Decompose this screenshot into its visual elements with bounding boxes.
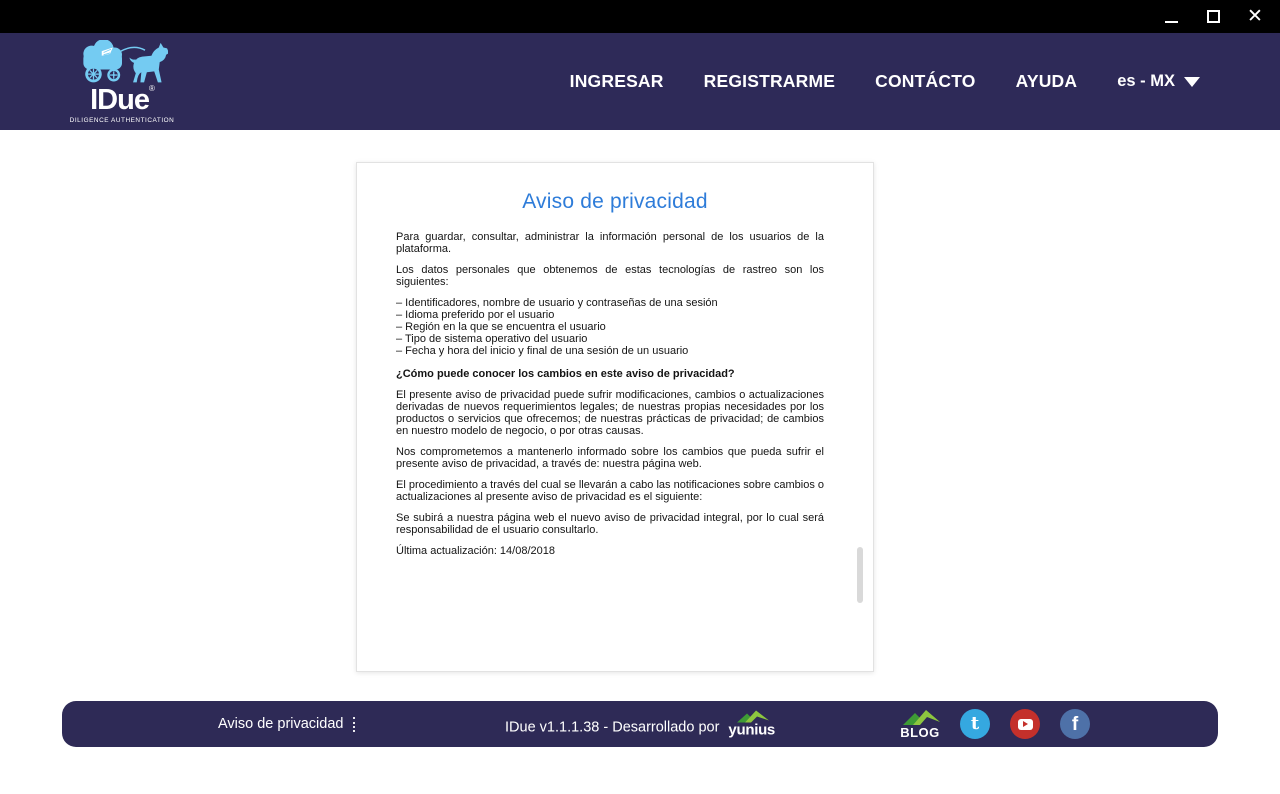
language-selector[interactable] xyxy=(1117,72,1200,91)
intro-paragraph: Para guardar, consultar, administrar la información personal de los usuarios de la plataforma. xyxy=(396,231,824,255)
main-navbar xyxy=(0,33,1280,130)
body-paragraph: Nos comprometemos a mantenerlo informado sobre los cambios que pueda sufrir el presente aviso de privacidad, a través de: nuestra página web. xyxy=(396,446,824,470)
yunius-wordmark: yunius xyxy=(728,721,775,739)
footer-social xyxy=(900,709,1090,739)
scrollbar-thumb[interactable] xyxy=(857,547,863,603)
maximize-icon xyxy=(1207,10,1220,23)
body-paragraph: El procedimiento a través del cual se llevarán a cabo las notificaciones sobre cambios o actualizaciones al presente aviso de privacidad es el siguiente: xyxy=(396,479,825,503)
registered-mark: ® xyxy=(148,83,154,93)
youtube-icon xyxy=(1018,719,1033,730)
privacy-notice-card xyxy=(356,162,874,672)
close-button[interactable] xyxy=(1242,4,1268,30)
blog-button[interactable] xyxy=(900,709,940,739)
page-title: Aviso de privacidad xyxy=(522,190,708,213)
nav-link-contacto[interactable]: CONTÁCTO xyxy=(875,71,976,91)
nav-link-registrarme[interactable]: REGISTRARME xyxy=(703,71,836,91)
facebook-button[interactable] xyxy=(1060,709,1090,739)
list-item: – Idioma preferido por el usuario xyxy=(396,309,555,321)
dotted-separator xyxy=(353,717,355,732)
language-label: es - MX xyxy=(1117,72,1175,90)
list-item: – Fecha y hora del inicio y final de una sesión de un usuario xyxy=(396,345,689,357)
question-heading: ¿Cómo puede conocer los cambios en este aviso de privacidad? xyxy=(396,368,735,380)
body-paragraph: Se subirá a nuestra página web el nuevo aviso de privacidad integral, por lo cual será responsabilidad de el usuario consultarlo. xyxy=(396,512,824,536)
footer-bar xyxy=(62,701,1218,747)
nav-link-ingresar[interactable]: INGRESAR xyxy=(569,71,664,91)
logo-subtitle: DILIGENCE AUTHENTICATION xyxy=(69,116,175,124)
body-paragraph: El presente aviso de privacidad puede sufrir modificaciones, cambios o actualizaciones derivadas de nuevos requerimientos legales; de nuestras propias necesidades por los productos o servicios que ofrecemos; de nuestras prácticas de privacidad; de cambios en nuestro modelo de negocio, o por otras causas. xyxy=(396,389,824,437)
footer-privacy-label: Aviso de privacidad xyxy=(218,716,344,732)
yunius-logo[interactable] xyxy=(728,711,775,738)
blog-label: BLOG xyxy=(900,725,940,740)
logo-wordmark: IDue® xyxy=(90,83,154,116)
carriage-horse-icon xyxy=(76,40,168,88)
list-item: – Tipo de sistema operativo del usuario xyxy=(396,333,588,345)
footer-privacy-link[interactable] xyxy=(218,716,355,732)
intro-paragraph: Los datos personales que obtenemos de estas tecnologías de rastreo son los siguientes: xyxy=(396,264,824,288)
close-icon: ✕ xyxy=(1247,6,1263,27)
footer-version xyxy=(505,711,775,738)
nav-links xyxy=(570,71,1200,92)
facebook-icon: f xyxy=(1071,714,1079,735)
twitter-icon: t xyxy=(970,712,980,734)
idue-logo[interactable] xyxy=(69,40,175,124)
version-text: IDue v1.1.1.38 - Desarrollado por xyxy=(505,719,720,736)
privacy-text xyxy=(396,231,824,557)
list-item: – Región en la que se encuentra el usuario xyxy=(396,321,606,333)
collected-data-list xyxy=(396,297,824,357)
title-bar xyxy=(0,0,1280,33)
blog-mountains-icon xyxy=(900,709,940,725)
youtube-button[interactable] xyxy=(1010,709,1040,739)
content-area xyxy=(0,130,1280,794)
minimize-button[interactable] xyxy=(1158,4,1184,30)
nav-link-ayuda[interactable]: AYUDA xyxy=(1015,71,1078,91)
minimize-icon xyxy=(1165,21,1178,23)
last-update-text: Última actualización: 14/08/2018 xyxy=(396,545,555,557)
maximize-button[interactable] xyxy=(1200,4,1226,30)
list-item: – Identificadores, nombre de usuario y contraseñas de una sesión xyxy=(396,297,718,309)
twitter-button[interactable] xyxy=(960,709,990,739)
chevron-down-icon xyxy=(1184,77,1200,87)
